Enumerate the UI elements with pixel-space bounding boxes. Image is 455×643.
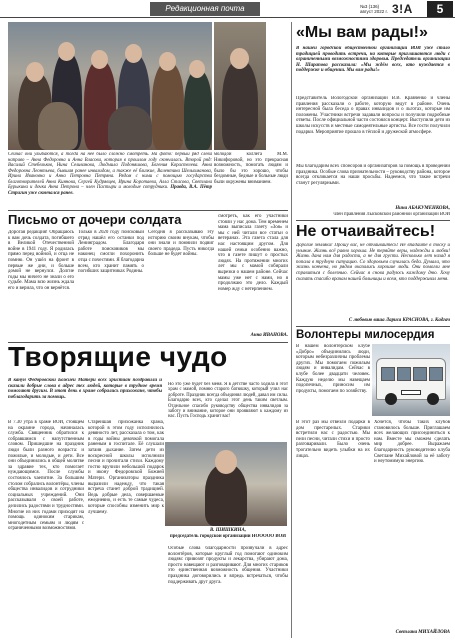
dont-give-up-body: Дорогие земляки! Прошу вас, не отчаивайтесь! Не впадайте в тоску и уныние. Жизнь всё равно хороша. Не теряйте веры, надежды и любви! Жизнь дана нам для радости, а не для грусти. Несколько лет назад я попала в трудную ситуацию. Со здоровьем случилась беда. Думала, что жизнь кончена, но рядом оказались хорошие люди. Они помогли мне справиться с болезнью. Сейчас я снова радуюсь каждому дню. Хочу сказать спасибо врачам нашей больницы и всем, кто поддерживал меня. [296, 243, 450, 282]
photo-author [165, 442, 287, 526]
main-lead: В канун Федоровской Божией Матери всех христиан поздравили и сказали добрые слова в адрес тех людей, которые в трудное время помогают другим. В этот день в храме собрались прихожане, чтобы поблагодарить за помощь. [8, 378, 162, 400]
glad-body-2: Мы благодарим всех спонсоров и организаторов за помощь в проведении праздника. Особые слова признательности – руководству района, которое всегда откликается на наши просьбы. Надеемся, что такие встречи станут регулярными. [296, 164, 450, 186]
photo-right-part [214, 22, 266, 150]
main-column-1: В 7.30 утра в храме ВОИ, стоящем на окраине города, начиналась служба. Священник обратился к собравшимся с напутственным словом. Пришедшие на праздник люди были разного возраста: и пожилые, и молодые, и дети. Все они объединились в общей молитве за здравие тех, кто помогает нуждающимся. После службы состоялось чаепитие. За большим столом собрались волонтёры, члены общества инвалидов и сотрудники социальных учреждений. Они рассказывали о своей работе, делились радостями и трудностями. Многие из них годами приходят на помощь одиноким старикам, многодетным семьям и людям с ограниченными возможностями. [8, 420, 84, 532]
headline-glad: «Мы вам рады!» [296, 24, 428, 41]
main-column-3-bottom: Особые слова благодарности прозвучали в адрес волонтёров, которые круглый год помогают одиноким людям: привозят продукты и лекарства, убирают дома, просто навещают и разговаривают. Для многих стариков это единственная возможность общения. Участники праздника договорились и впредь встречаться, чтобы поддерживать друг друга. [168, 546, 288, 585]
page-number: 5 [427, 1, 453, 17]
volunteers-bus-photo [372, 344, 450, 416]
glad-lead: В нашей городской общественной организации ВОИ уже стало традицией проводить встречи, на которые приглашаются люди с ограниченными возможностями здоровья. Председатель организации Н. Шарапова рассказала: «Мы ждём всех, кто нуждается в поддержке и общении. Мы вам рады!» [296, 46, 450, 74]
volunteers-column-1: В нашем волонтёрском клубе «Добро» объединились люди, которым небезразличны проблемы других. Мы помогаем пожилым людям и инвалидам. Сейчас в клубе более двадцати человек. Каждую неделю мы навещаем подопечных, приносим им продукты, помогаем по хозяйству. [296, 344, 370, 394]
letter-column-3: Сегодня я рассказываю эту историю своим внукам, чтобы они знали и помнили подвиг своего прадеда. Пусть никогда больше не будет войны. [148, 230, 214, 258]
glad-body: Представитель Вологодской организации В.В. Кравченко и члены правления рассказали о работе, которую ведут в районе. Очень интересной была беседа о правах инвалидов и о льготах, которые им положены. Участники встречи задавали вопросы и получили подробные ответы. После официальной части состоялся концерт. Выступили дети из школы искусств и местные самодеятельные артисты. Все гости получили подарки. Мероприятие прошло в тёплой и дружеской атмосфере. [296, 96, 450, 135]
photo-caption-right: молодой коллега М.М. Никифоровой, но это прекрасная возможность, помогать людям и было бы это хорошо, чтобы бездомные, бедные и больные люди были окружены вниманием. [214, 152, 288, 185]
headline-dont-give-up: Не отчаивайтесь! [296, 223, 436, 240]
newspaper-logo: 3!A [392, 2, 413, 16]
group-photo [8, 22, 212, 150]
page-header [0, 0, 455, 18]
volunteers-signature: Светлана МИХАЙЛОВА [395, 630, 450, 635]
rubric-label: Редакционная почта [150, 2, 260, 16]
main-column-2: Старейшая прихожанка храма, которой в этом году исполнилось девяносто лет, рассказала о том, как в годы войны девочкой помогала раненым в госпитале. Её слушали затаив дыхание. Затем дети из воскресной школы исполнили песни и прочитали стихи. Каждому гостю вручили небольшой подарок и икону Федоровской Божией Матери. Организаторы праздника выразили надежду, что такая встреча станет доброй традицией. Ведь добрые дела, совершаемые ежедневно, и есть те самые чудеса, которые способны изменить мир к лучшему. [88, 420, 164, 515]
glad-signature: Нина АБАКУМЕНКОВА, [395, 206, 450, 211]
volunteers-column-3: Хочется, чтобы таких клубов становилось больше. Приглашаем всех желающих присоединиться к нам. Вместе мы сможем сделать мир добрее. Выражаем благодарность руководителю клуба Светлане Михайловой за её заботу и неутомимую энергию. [374, 420, 450, 465]
issue-info: №3 (136) август 2022 г. [360, 4, 388, 14]
main-signature-role: председатель городской организации НООООО ВОИ [169, 534, 287, 539]
volunteers-column-2: В этот раз мы отвезли подарки в дом престарелых. Старики встретили нас с радостью. Мы пели песни, читали стихи и просто разговаривали. Было очень трогательно видеть улыбки на их лицах. [296, 420, 370, 459]
dont-give-up-signature: С любовью ваша Лариса КРАСНОВА, г. Кадгач [348, 318, 450, 323]
letter-column-2: Только в 2020 году поисковый отряд нашёл его останки под Ленинградом. Благодаря работе поисковиков мы наконец смогли похоронить отца с почестями. Я благодарна всем, кто хранит память о погибших защитниках Родины. [78, 230, 144, 275]
letter-signature: Анна ИВАНОВА. [250, 333, 288, 338]
headline-volunteers: Волонтеры милосердия [296, 329, 435, 341]
photo-caption: Сейчас они улыбаются, а тогда на неё было сложно смотреть. На фото: первый ряд слева направо – Анна Федоровна и Анна Власова, которая в прошлом году скончалась. Второй ряд: Василий Стебельков, Нина Селиванова, Людмила Подоняшова, Евгения Корастелева. Анна Федоровна Леонтьева, бывшая ранее инвалидом, а также её близкие, Валентина Шелыхманова, Ирина Ивановна и Анна Петровна Петряна. Рядом с ними с помощью государства благотворителей Анна Киянова, Сергей Кудрявцев, Ирина Коротаева, Алла Стасова, Светлана Бурыкина и дочка Анна Петрона – член Пастыри и молодые сотрудники. Правда, В.А. Пётр Стригин уже скончался ранее. [8, 152, 212, 196]
headline-main: Творящие чудо [8, 341, 228, 372]
headline-letter: Письмо от дочери солдата [8, 212, 182, 227]
letter-column-right: смотреть, как его участники стояли у нас дома. Тем временем мама выписала газету «Зоя» и мы с ней читали все статьи о ветеранах. Эта газета стала для нас настоящим другом. Для нашей семьи особенно важно, что в газете пишут о простых людях. На протяжении многих лет мы с мамой собирали вырезки о нашем районе. Сейчас мамы уже нет с нами, но я продолжаю это дело. Каждый номер жду с нетерпением. [218, 214, 288, 292]
glad-signature-role: член правления Лысковской районной организации ВОИ [333, 212, 450, 217]
letter-column-1: Дорогая редакция! Обращаюсь к вам дочь солдата, погибшего в Великой Отечественной войне в 1941 году. Я родилась прямо перед войной, и отца не помню. Он ушёл на фронт в первые же дни, и больше домой не вернулся. Долгие годы мы ничего не знали о его судьбе. Мама всю жизнь ждала его и верила, что он вернётся. [8, 230, 74, 291]
main-signature: В. ШИШКИНА, [210, 528, 246, 533]
main-column-3-top: Но это уже будет без меня. Я в детстве часто ходила в этот храм с мамой, помню старого батюшку, который учил нас доброте. Праздник всегда объединял людей, давал им силы. Благодарю всех, кто сделал этот день таким светлым. Отдельное спасибо руководству общества инвалидов за заботу и внимание, которое они проявляют к каждому из нас. Пусть Господь хранит вас! [168, 382, 288, 420]
